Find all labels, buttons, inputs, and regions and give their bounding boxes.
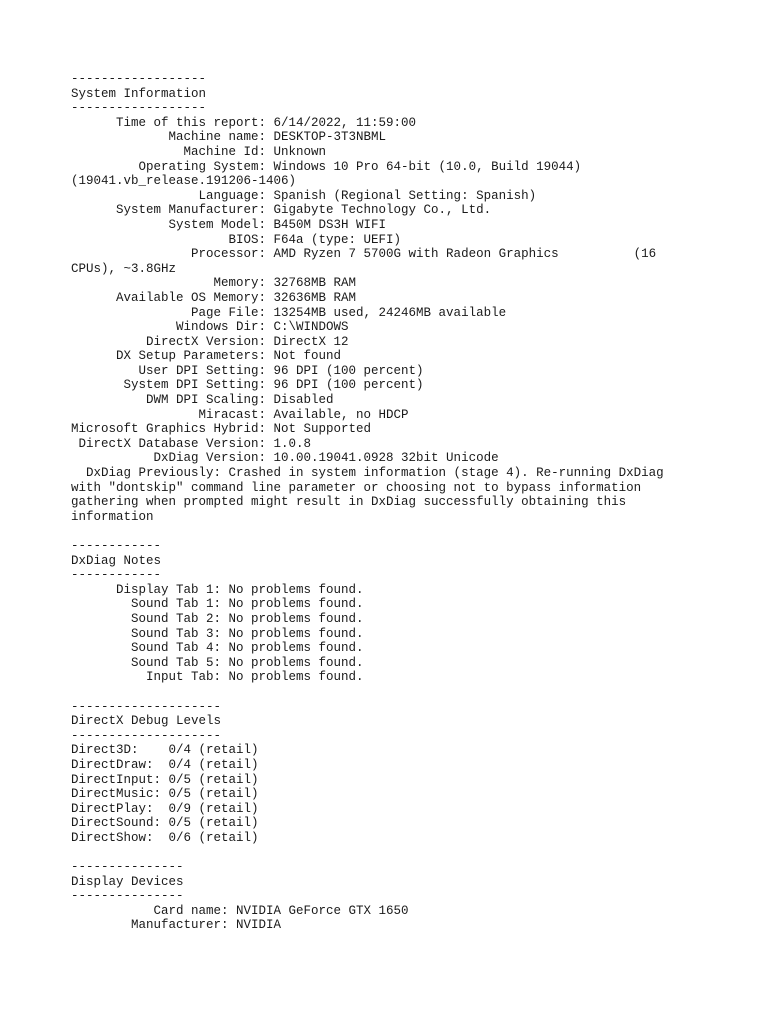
section-heading-directx-debug-levels: DirectX Debug Levels <box>71 714 222 729</box>
blank-line <box>71 685 751 700</box>
field-manufacturer: Manufacturer: NVIDIA <box>71 918 282 933</box>
separator-line: --------------- <box>71 889 184 904</box>
field-processor-cont: CPUs), ~3.8GHz <box>71 261 177 276</box>
blank-line <box>71 845 751 860</box>
separator-line: -------------------- <box>71 699 222 714</box>
field-windows-dir: Windows Dir: C:\WINDOWS <box>71 320 349 335</box>
separator-line: -------------------- <box>71 728 222 743</box>
note-display-tab-1: Display Tab 1: No problems found. <box>71 582 364 597</box>
note-sound-tab-3: Sound Tab 3: No problems found. <box>71 626 364 641</box>
note-sound-tab-2: Sound Tab 2: No problems found. <box>71 611 364 626</box>
debug-level-directplay: DirectPlay: 0/9 (retail) <box>71 801 259 816</box>
field-machine-id: Machine Id: Unknown <box>71 144 327 159</box>
field-memory: Memory: 32768MB RAM <box>71 276 357 291</box>
debug-level-directinput: DirectInput: 0/5 (retail) <box>71 772 259 787</box>
separator-line: ------------------ <box>71 101 207 116</box>
separator-line: ------------------ <box>71 72 207 86</box>
section-heading-system-information: System Information <box>71 86 207 101</box>
separator-line: --------------- <box>71 860 184 875</box>
field-bios: BIOS: F64a (type: UEFI) <box>71 232 402 247</box>
field-directx-database-version: DirectX Database Version: 1.0.8 <box>71 436 312 451</box>
note-sound-tab-4: Sound Tab 4: No problems found. <box>71 641 364 656</box>
field-system-model: System Model: B450M DS3H WIFI <box>71 217 387 232</box>
field-dwm-dpi-scaling: DWM DPI Scaling: Disabled <box>71 393 334 408</box>
note-sound-tab-1: Sound Tab 1: No problems found. <box>71 597 364 612</box>
field-dxdiag-previously-cont: with "dontskip" command line parameter or choosing not to bypass information <box>71 480 642 495</box>
field-dxdiag-previously-cont: gathering when prompted might result in DxDiag successfully obtaining this <box>71 495 627 510</box>
field-directx-version: DirectX Version: DirectX 12 <box>71 334 349 349</box>
section-heading-display-devices: Display Devices <box>71 874 184 889</box>
field-miracast: Miracast: Available, no HDCP <box>71 407 409 422</box>
field-card-name: Card name: NVIDIA GeForce GTX 1650 <box>71 903 409 918</box>
field-graphics-hybrid: Microsoft Graphics Hybrid: Not Supported <box>71 422 372 437</box>
field-dx-setup-parameters: DX Setup Parameters: Not found <box>71 349 342 364</box>
field-dxdiag-version: DxDiag Version: 10.00.19041.0928 32bit Unicode <box>71 451 499 466</box>
field-language: Language: Spanish (Regional Setting: Spanish) <box>71 188 537 203</box>
debug-level-directsound: DirectSound: 0/5 (retail) <box>71 816 259 831</box>
field-processor: Processor: AMD Ryzen 7 5700G with Radeon Graphics (16 <box>71 247 657 262</box>
field-operating-system-cont: (19041.vb_release.191206-1406) <box>71 174 297 189</box>
blank-line <box>71 524 751 539</box>
field-available-os-memory: Available OS Memory: 32636MB RAM <box>71 290 357 305</box>
separator-line: ------------ <box>71 568 162 583</box>
field-system-dpi-setting: System DPI Setting: 96 DPI (100 percent) <box>71 378 424 393</box>
field-dxdiag-previously-cont: information <box>71 509 154 524</box>
separator-line: ------------ <box>71 539 162 553</box>
document-page <box>71 72 751 933</box>
debug-level-directmusic: DirectMusic: 0/5 (retail) <box>71 787 259 802</box>
debug-level-directshow: DirectShow: 0/6 (retail) <box>71 830 259 845</box>
field-user-dpi-setting: User DPI Setting: 96 DPI (100 percent) <box>71 363 424 378</box>
note-sound-tab-5: Sound Tab 5: No problems found. <box>71 655 364 670</box>
section-heading-dxdiag-notes: DxDiag Notes <box>71 553 162 568</box>
debug-level-direct3d: Direct3D: 0/4 (retail) <box>71 743 259 758</box>
field-machine-name: Machine name: DESKTOP-3T3NBML <box>71 130 387 145</box>
field-system-manufacturer: System Manufacturer: Gigabyte Technology Co., Ltd. <box>71 203 492 218</box>
field-page-file: Page File: 13254MB used, 24246MB available <box>71 305 507 320</box>
field-operating-system: Operating System: Windows 10 Pro 64-bit (10.0, Build 19044) <box>71 159 582 174</box>
field-time-of-report: Time of this report: 6/14/2022, 11:59:00 <box>71 115 417 130</box>
debug-level-directdraw: DirectDraw: 0/4 (retail) <box>71 757 259 772</box>
field-dxdiag-previously: DxDiag Previously: Crashed in system information (stage 4). Re-running DxDiag <box>71 466 664 481</box>
note-input-tab: Input Tab: No problems found. <box>71 670 364 685</box>
